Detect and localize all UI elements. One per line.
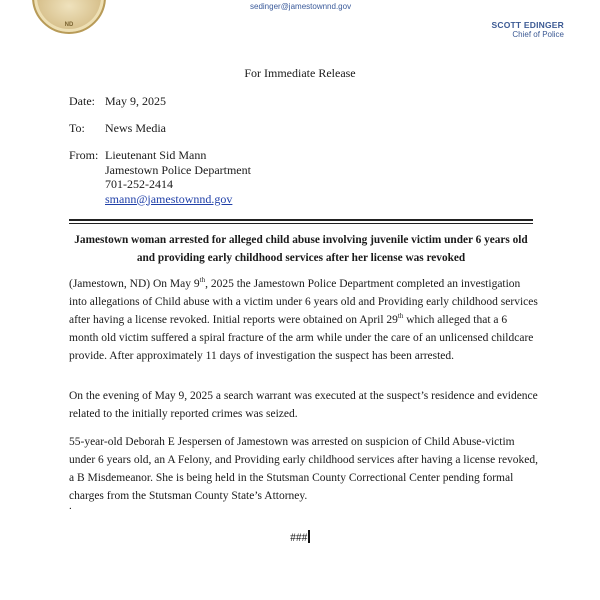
text-cursor [308, 530, 310, 543]
chief-title: Chief of Police [512, 30, 564, 39]
chief-block [492, 20, 565, 39]
paragraph-2: On the evening of May 9, 2025 a search warrant was executed at the suspect’s residence and evidence related to the initially reported crimes was seized. [69, 390, 538, 420]
end-mark-text: ### [290, 532, 308, 544]
paragraph-1: (Jamestown, ND) On May 9th, 2025 the Jamestown Police Department completed an investigation into allegations of Child abuse with a victim under 6 years old and Providing early childhood services after having a license revoked. Initial reports were obtained on April 29th which alleged that a 6 month old victim suffered a spiral fracture of the arm while under the care of an unlicensed childcare provide. After approximately 11 days of investigation the suspect has been arrested. [69, 276, 538, 362]
from-department: Jamestown Police Department [105, 162, 251, 177]
headline: Jamestown woman arrested for alleged child abuse involving juvenile victim under 6 years old and providing early childhood services after her license was revoked [74, 234, 528, 264]
memo-from-block [105, 148, 251, 206]
chief-name: SCOTT EDINGER [491, 20, 564, 30]
memo-date [69, 94, 166, 108]
header-email: sedinger@jamestownnd.gov [250, 2, 352, 11]
police-badge-logo [32, 0, 106, 34]
from-phone: 701-252-2414 [105, 177, 173, 191]
from-email-link[interactable]: smann@jamestownnd.gov [105, 191, 233, 206]
date-value: May 9, 2025 [105, 94, 166, 108]
to-value: News Media [105, 121, 166, 135]
date-label: Date: [69, 94, 95, 108]
badge-state-text: ND [64, 22, 74, 28]
release-label: For Immediate Release [244, 66, 356, 80]
memo-to [69, 121, 166, 135]
to-label: To: [69, 121, 85, 135]
trailing-dot: . [69, 500, 72, 512]
from-name: Lieutenant Sid Mann [105, 148, 207, 162]
paragraph-3: 55-year-old Deborah E Jespersen of Jamestown was arrested on suspicion of Child Abuse-victim under 6 years old, an A Felony, and Providing early childhood services after having a license revoked, a B Misdemeanor. She is being held in the Stutsman County Correctional Center pending formal charges from the Stutsman County State’s Attorney. [69, 436, 539, 502]
divider-thin [69, 223, 533, 224]
from-label: From: [69, 148, 99, 162]
divider-thick [69, 219, 533, 221]
end-mark [0, 530, 600, 544]
